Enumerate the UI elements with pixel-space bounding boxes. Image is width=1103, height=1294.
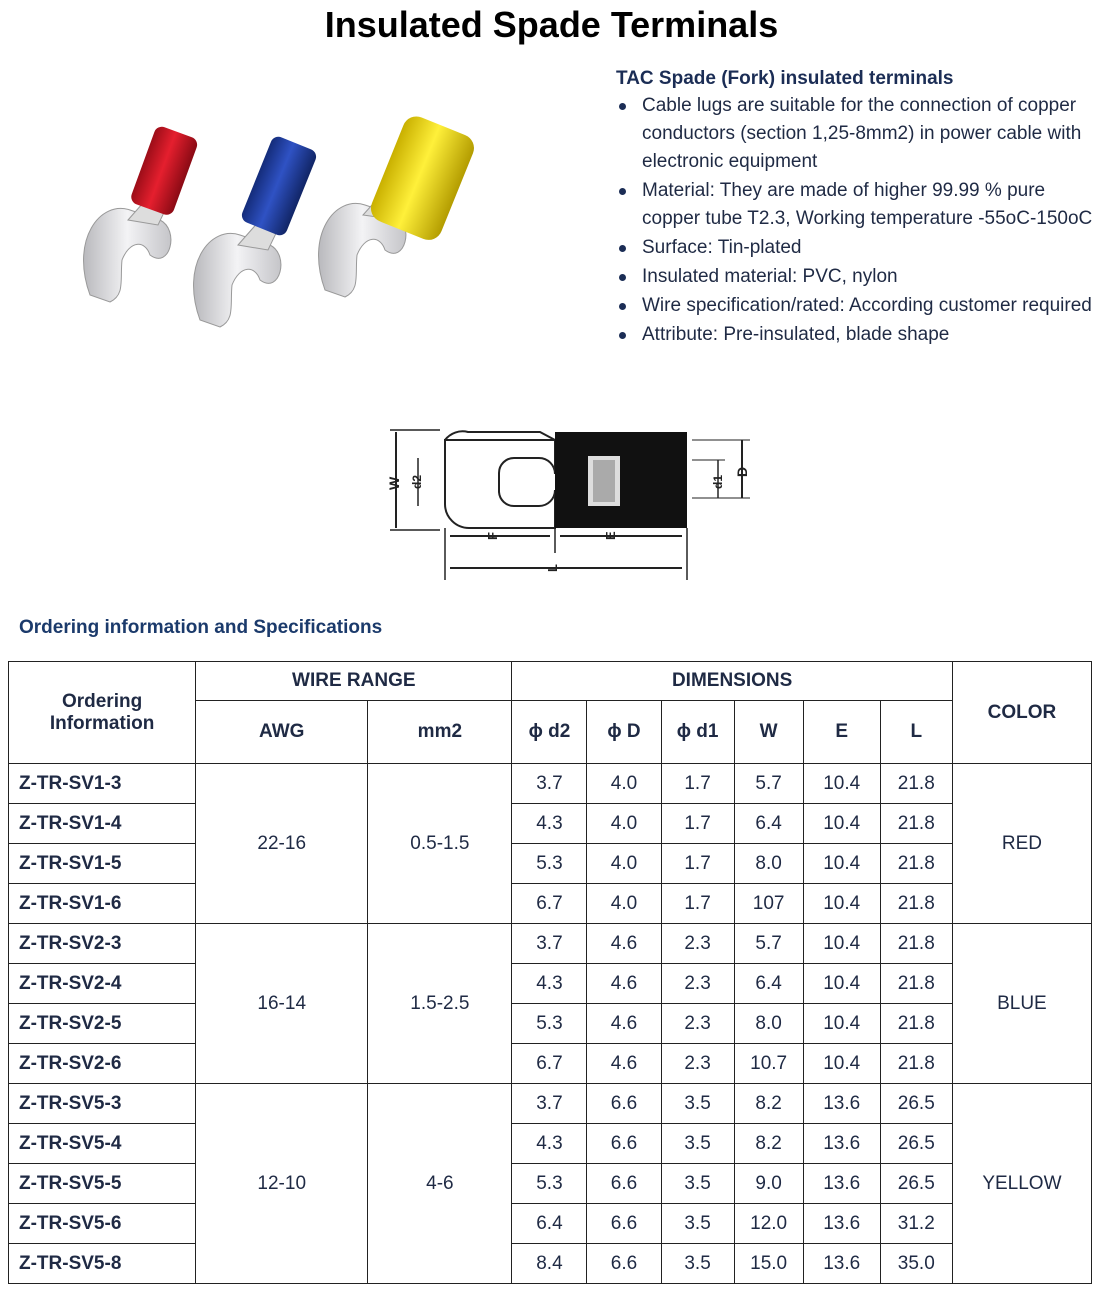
header-mm2: mm2	[368, 701, 512, 764]
cell-w: 8.0	[734, 1004, 803, 1044]
table-row	[9, 1124, 1092, 1164]
feature-text: Cable lugs are suitable for the connection of copper conductors (section 1,25-8mm2) in power cable with electronic equipment	[642, 95, 1082, 172]
table-row	[9, 1084, 1092, 1124]
bullet-icon	[619, 188, 626, 195]
cell-big-d: 6.6	[587, 1164, 661, 1204]
feature-item	[616, 177, 1096, 233]
feature-item	[616, 92, 1096, 176]
color-cell: RED	[952, 764, 1091, 924]
mm2-range: 1.5-2.5	[368, 924, 512, 1084]
cell-d1: 3.5	[661, 1124, 734, 1164]
table-row	[9, 964, 1092, 1004]
cell-d1: 1.7	[661, 804, 734, 844]
bullet-icon	[619, 303, 626, 310]
header-d1: ϕ d1	[661, 701, 734, 764]
part-number: Z-TR-SV2-5	[9, 1004, 196, 1044]
page-title: Insulated Spade Terminals	[324, 4, 779, 45]
header-ordering: Ordering Information	[9, 662, 196, 764]
table-row	[9, 764, 1092, 804]
label-d1: d1	[711, 474, 725, 489]
cell-e: 13.6	[803, 1084, 880, 1124]
part-number: Z-TR-SV5-3	[9, 1084, 196, 1124]
product-photo	[50, 80, 520, 380]
table-row	[9, 924, 1092, 964]
header-d2: ϕ d2	[512, 701, 587, 764]
feature-text: Attribute: Pre-insulated, blade shape	[642, 324, 950, 345]
header-awg: AWG	[196, 701, 368, 764]
color-cell: BLUE	[952, 924, 1091, 1084]
table-row	[9, 804, 1092, 844]
bullet-icon	[619, 274, 626, 281]
cell-d1: 1.7	[661, 884, 734, 924]
cell-w: 8.0	[734, 844, 803, 884]
mm2-range: 4-6	[368, 1084, 512, 1284]
cell-d2: 3.7	[512, 764, 587, 804]
cell-l: 21.8	[880, 764, 952, 804]
cell-d2: 3.7	[512, 1084, 587, 1124]
bullet-icon	[619, 332, 626, 339]
cell-d2: 5.3	[512, 1164, 587, 1204]
table-row	[9, 1164, 1092, 1204]
cell-l: 26.5	[880, 1164, 952, 1204]
cell-e: 10.4	[803, 1044, 880, 1084]
awg-range: 22-16	[196, 764, 368, 924]
cell-big-d: 4.6	[587, 964, 661, 1004]
cell-w: 5.7	[734, 924, 803, 964]
label-w: W	[386, 476, 402, 490]
cell-big-d: 6.6	[587, 1084, 661, 1124]
feature-text: Surface: Tin-plated	[642, 237, 802, 258]
cell-w: 6.4	[734, 964, 803, 1004]
cell-d1: 2.3	[661, 1004, 734, 1044]
cell-d2: 6.7	[512, 1044, 587, 1084]
cell-e: 10.4	[803, 1004, 880, 1044]
cell-d1: 2.3	[661, 1044, 734, 1084]
cell-e: 13.6	[803, 1244, 880, 1284]
cell-e: 10.4	[803, 884, 880, 924]
part-number: Z-TR-SV2-4	[9, 964, 196, 1004]
part-number: Z-TR-SV1-6	[9, 884, 196, 924]
cell-l: 21.8	[880, 804, 952, 844]
cell-big-d: 6.6	[587, 1124, 661, 1164]
feature-text: Wire specification/rated: According customer required	[642, 295, 1092, 316]
cell-big-d: 4.0	[587, 884, 661, 924]
header-color: COLOR	[952, 662, 1091, 764]
cell-d2: 6.4	[512, 1204, 587, 1244]
table-row	[9, 844, 1092, 884]
cell-w: 6.4	[734, 804, 803, 844]
dimension-diagram	[380, 418, 760, 588]
cell-big-d: 4.0	[587, 764, 661, 804]
cell-d2: 4.3	[512, 804, 587, 844]
cell-d1: 2.3	[661, 924, 734, 964]
cell-d1: 3.5	[661, 1204, 734, 1244]
part-number: Z-TR-SV5-8	[9, 1244, 196, 1284]
cell-e: 13.6	[803, 1204, 880, 1244]
feature-item	[616, 321, 1096, 349]
red-terminal	[84, 125, 200, 302]
cell-d1: 3.5	[661, 1164, 734, 1204]
cell-e: 10.4	[803, 764, 880, 804]
table-row	[9, 1204, 1092, 1244]
color-cell: YELLOW	[952, 1084, 1091, 1284]
cell-l: 26.5	[880, 1084, 952, 1124]
cell-l: 21.8	[880, 884, 952, 924]
cell-w: 15.0	[734, 1244, 803, 1284]
table-row	[9, 884, 1092, 924]
cell-l: 35.0	[880, 1244, 952, 1284]
label-f: F	[485, 532, 500, 540]
awg-range: 12-10	[196, 1084, 368, 1284]
feature-list	[616, 92, 1096, 349]
cell-w: 8.2	[734, 1124, 803, 1164]
cell-d1: 3.5	[661, 1244, 734, 1284]
label-d2: d2	[410, 474, 424, 489]
header-dimensions: DIMENSIONS	[512, 662, 952, 701]
cell-d1: 2.3	[661, 964, 734, 1004]
cell-d1: 1.7	[661, 764, 734, 804]
table-row	[9, 1244, 1092, 1284]
header-w: W	[734, 701, 803, 764]
part-number: Z-TR-SV2-6	[9, 1044, 196, 1084]
cell-d1: 3.5	[661, 1084, 734, 1124]
header-wire-range: WIRE RANGE	[196, 662, 512, 701]
feature-text: Material: They are made of higher 99.99 % pure copper tube T2.3, Working temperature -55oC-150oC	[642, 180, 1093, 229]
part-number: Z-TR-SV5-5	[9, 1164, 196, 1204]
part-number: Z-TR-SV2-3	[9, 924, 196, 964]
cell-w: 8.2	[734, 1084, 803, 1124]
cell-l: 31.2	[880, 1204, 952, 1244]
feature-text: Insulated material: PVC, nylon	[642, 266, 898, 287]
cell-e: 10.4	[803, 804, 880, 844]
part-number: Z-TR-SV1-5	[9, 844, 196, 884]
awg-range: 16-14	[196, 924, 368, 1084]
cell-big-d: 4.0	[587, 804, 661, 844]
cell-l: 21.8	[880, 1044, 952, 1084]
header-l: L	[880, 701, 952, 764]
spec-table	[8, 661, 1092, 1284]
cell-d2: 6.7	[512, 884, 587, 924]
bullet-icon	[619, 245, 626, 252]
cell-l: 21.8	[880, 964, 952, 1004]
cell-e: 13.6	[803, 1164, 880, 1204]
feature-item	[616, 234, 1096, 262]
blue-terminal	[194, 134, 319, 327]
part-number: Z-TR-SV1-4	[9, 804, 196, 844]
table-row	[9, 1004, 1092, 1044]
cell-l: 21.8	[880, 844, 952, 884]
cell-l: 26.5	[880, 1124, 952, 1164]
cell-d2: 8.4	[512, 1244, 587, 1284]
section-title: Ordering information and Specifications	[19, 617, 383, 638]
cell-w: 9.0	[734, 1164, 803, 1204]
cell-d2: 4.3	[512, 964, 587, 1004]
cell-big-d: 4.6	[587, 924, 661, 964]
cell-w: 12.0	[734, 1204, 803, 1244]
table-row	[9, 1044, 1092, 1084]
yellow-terminal	[319, 112, 479, 297]
cell-w: 5.7	[734, 764, 803, 804]
cell-d2: 5.3	[512, 1004, 587, 1044]
barrel-shape	[555, 432, 687, 528]
bullet-icon	[619, 103, 626, 110]
cell-e: 10.4	[803, 964, 880, 1004]
header-big-d: ϕ D	[587, 701, 661, 764]
cell-d1: 1.7	[661, 844, 734, 884]
cell-d2: 3.7	[512, 924, 587, 964]
cell-e: 10.4	[803, 844, 880, 884]
cell-w: 107	[734, 884, 803, 924]
feature-item	[616, 263, 1096, 291]
part-number: Z-TR-SV5-6	[9, 1204, 196, 1244]
cell-e: 10.4	[803, 924, 880, 964]
label-e: E	[603, 531, 618, 540]
label-l: L	[545, 564, 560, 572]
cell-big-d: 6.6	[587, 1244, 661, 1284]
cell-l: 21.8	[880, 924, 952, 964]
mm2-range: 0.5-1.5	[368, 764, 512, 924]
description-heading: TAC Spade (Fork) insulated terminals	[616, 68, 954, 89]
cell-big-d: 4.0	[587, 844, 661, 884]
cell-big-d: 6.6	[587, 1204, 661, 1244]
cell-big-d: 4.6	[587, 1004, 661, 1044]
part-number: Z-TR-SV5-4	[9, 1124, 196, 1164]
cell-w: 10.7	[734, 1044, 803, 1084]
product-description	[616, 68, 1096, 350]
feature-item	[616, 292, 1096, 320]
cell-big-d: 4.6	[587, 1044, 661, 1084]
cell-l: 21.8	[880, 1004, 952, 1044]
part-number: Z-TR-SV1-3	[9, 764, 196, 804]
cell-e: 13.6	[803, 1124, 880, 1164]
label-d: D	[734, 466, 750, 477]
header-e: E	[803, 701, 880, 764]
cell-d2: 4.3	[512, 1124, 587, 1164]
cell-d2: 5.3	[512, 844, 587, 884]
